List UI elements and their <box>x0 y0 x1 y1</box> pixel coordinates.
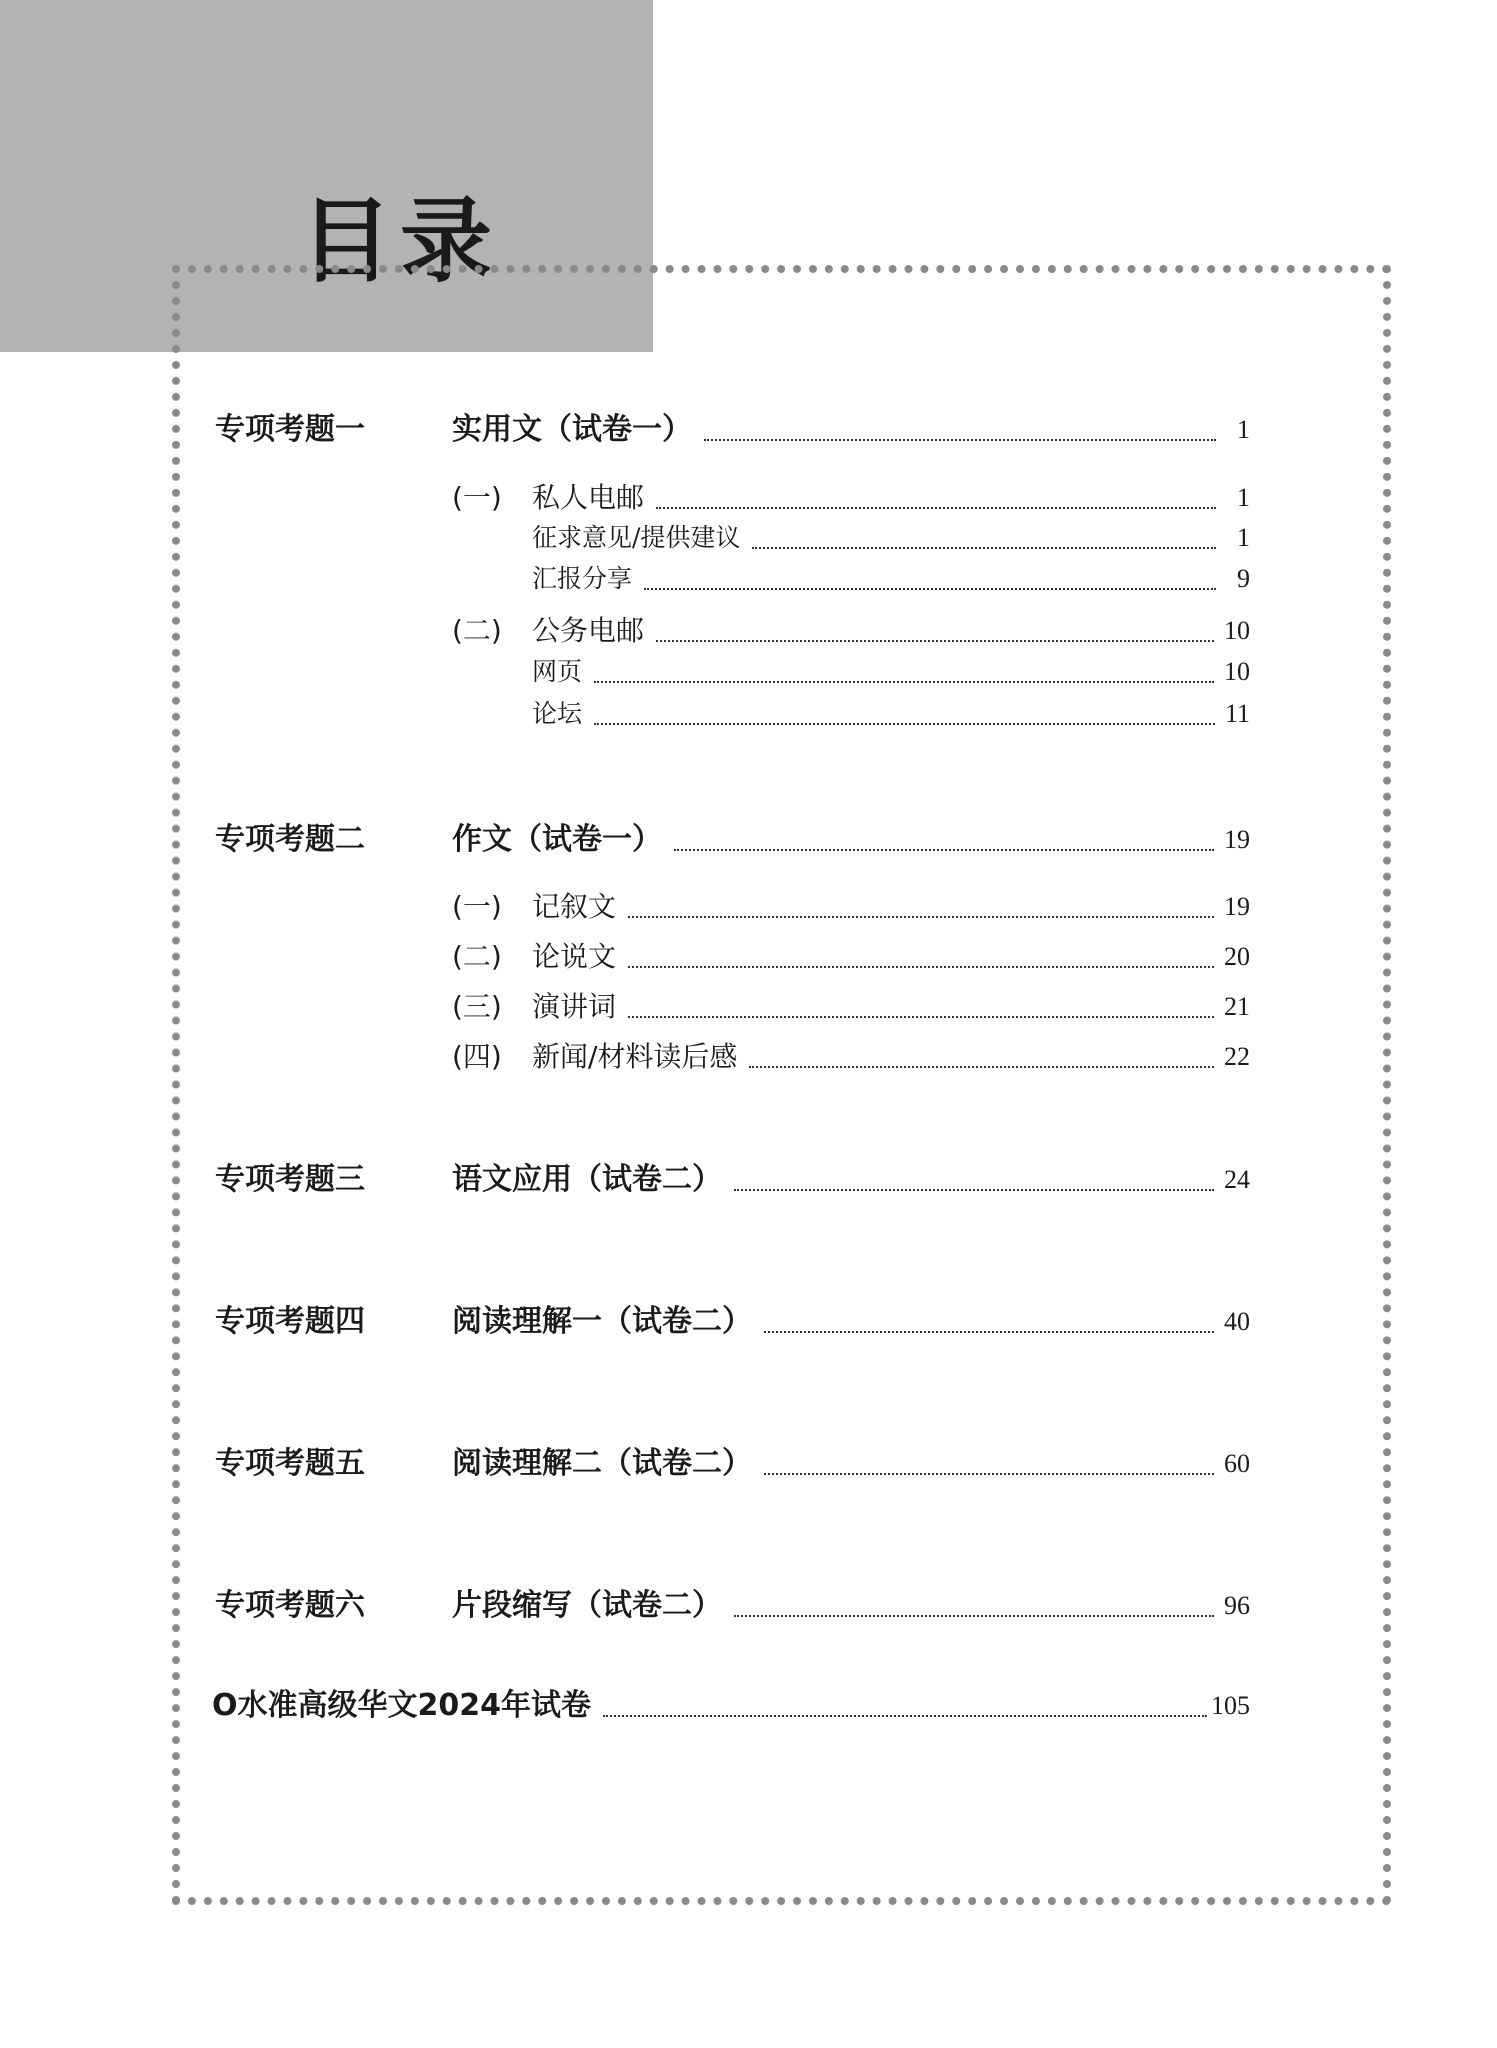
page-number: 19 <box>1224 825 1250 854</box>
page-number: 22 <box>1224 1042 1250 1071</box>
dot-leader <box>594 723 1215 725</box>
dot-leader <box>656 507 1216 509</box>
dot-leader <box>674 849 1214 851</box>
dot-leader <box>704 439 1216 441</box>
dot-leader <box>628 916 1214 918</box>
dot-leader <box>644 588 1216 590</box>
topic-label: 专项考题三 <box>215 1162 365 1197</box>
enum-marker: (三) <box>452 990 502 1023</box>
toc-entry[interactable] <box>452 1160 1250 1200</box>
toc-entry[interactable] <box>532 887 1250 927</box>
page-number: 1 <box>1237 415 1250 444</box>
enum-marker: (二) <box>452 614 502 647</box>
section-heading: 片段缩写（试卷二） <box>452 1588 722 1623</box>
page-number: 60 <box>1224 1449 1250 1478</box>
section-heading: 语文应用（试卷二） <box>452 1162 722 1197</box>
toc-entry[interactable] <box>532 478 1250 518</box>
dot-leader <box>764 1331 1214 1333</box>
dot-leader <box>752 547 1216 549</box>
toc-entry[interactable] <box>532 937 1250 977</box>
toc-entry[interactable] <box>532 559 1250 599</box>
entry-label: 汇报分享 <box>532 564 633 593</box>
topic-label: 专项考题五 <box>215 1446 365 1481</box>
toc-entry[interactable] <box>452 410 1250 450</box>
entry-label: 论坛 <box>532 699 583 728</box>
topic-label: 专项考题四 <box>215 1304 365 1339</box>
dot-leader <box>749 1066 1214 1068</box>
toc-entry[interactable] <box>532 611 1250 651</box>
toc-entry[interactable] <box>452 1586 1250 1626</box>
page-number: 10 <box>1224 616 1250 645</box>
entry-label: 私人电邮 <box>532 481 645 514</box>
enum-marker: (一) <box>452 890 502 923</box>
toc-entry[interactable] <box>452 1444 1250 1484</box>
page-number: 9 <box>1237 564 1250 593</box>
entry-label: 记叙文 <box>532 890 617 923</box>
page-number: 40 <box>1224 1307 1250 1336</box>
section-heading: 作文（试卷一） <box>452 822 662 857</box>
toc-entry[interactable] <box>532 518 1250 558</box>
page-number: 11 <box>1224 699 1250 728</box>
toc-entry[interactable] <box>452 1302 1250 1342</box>
toc-entry[interactable] <box>532 987 1250 1027</box>
topic-label: 专项考题六 <box>215 1588 365 1623</box>
toc-entry[interactable] <box>532 652 1250 692</box>
page-number: 10 <box>1224 657 1250 686</box>
page-title: 目录 <box>300 187 501 295</box>
dot-leader <box>603 1715 1207 1717</box>
toc-entry[interactable] <box>532 694 1250 734</box>
dot-leader <box>628 1016 1214 1018</box>
section-heading: 阅读理解一（试卷二） <box>452 1304 752 1339</box>
page-number: 105 <box>1211 1691 1250 1720</box>
topic-label: 专项考题二 <box>215 822 365 857</box>
entry-label: 新闻/材料读后感 <box>532 1040 738 1073</box>
page-number: 96 <box>1224 1591 1250 1620</box>
entry-label: 论说文 <box>532 940 617 973</box>
page-number: 1 <box>1237 483 1250 512</box>
entry-label: 网页 <box>532 657 583 686</box>
section-heading: 实用文（试卷一） <box>452 412 692 447</box>
topic-label: 专项考题一 <box>215 412 365 447</box>
enum-marker: (二) <box>452 940 502 973</box>
section-heading: 阅读理解二（试卷二） <box>452 1446 752 1481</box>
page-number: 1 <box>1237 523 1250 552</box>
toc-entry[interactable] <box>532 1037 1250 1077</box>
final-entry-label: O水准高级华文2024年试卷 <box>212 1688 591 1723</box>
entry-label: 演讲词 <box>532 990 617 1023</box>
page-number: 21 <box>1224 992 1250 1021</box>
enum-marker: (一) <box>452 481 502 514</box>
toc-entry-final[interactable] <box>212 1686 1250 1726</box>
dot-leader <box>734 1189 1214 1191</box>
dot-leader <box>594 681 1214 683</box>
entry-label: 征求意见/提供建议 <box>532 523 741 552</box>
toc-entry[interactable] <box>452 820 1250 860</box>
page-number: 20 <box>1224 942 1250 971</box>
page-number: 19 <box>1224 892 1250 921</box>
page-number: 24 <box>1224 1165 1250 1194</box>
dot-leader <box>734 1615 1214 1617</box>
dot-leader <box>628 966 1214 968</box>
dot-leader <box>656 640 1214 642</box>
entry-label: 公务电邮 <box>532 614 645 647</box>
dot-leader <box>764 1473 1214 1475</box>
enum-marker: (四) <box>452 1040 502 1073</box>
